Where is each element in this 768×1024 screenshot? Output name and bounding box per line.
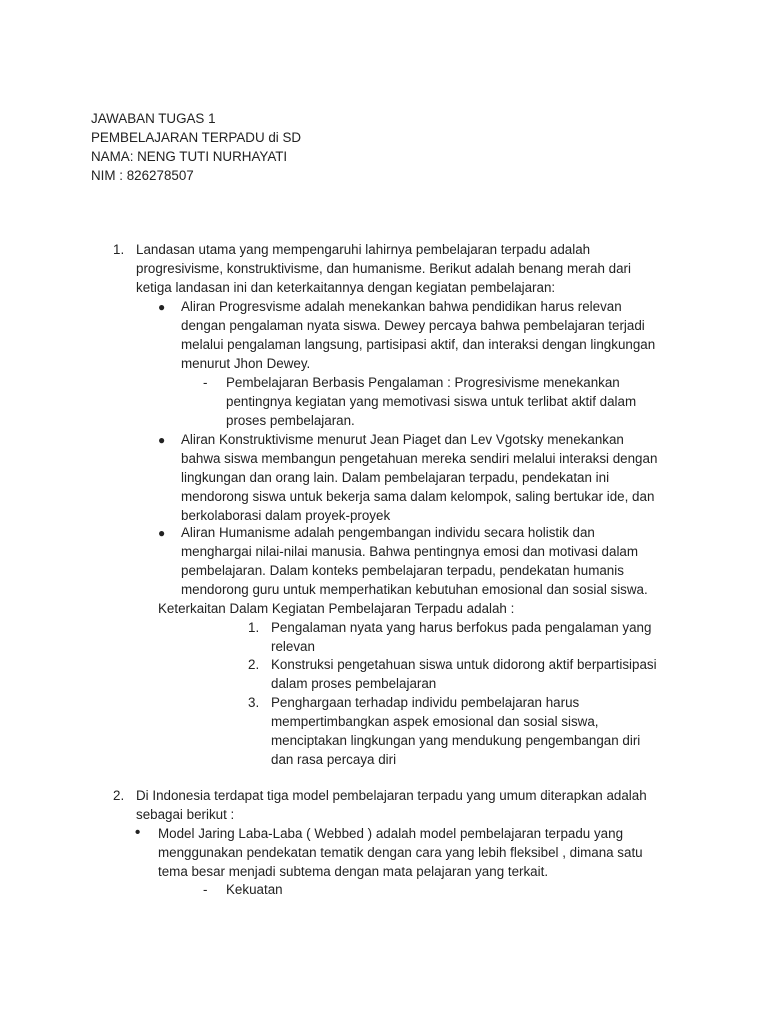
sublist3-text-line: dan rasa percaya diri [271,752,397,767]
bullet-icon: • [135,824,141,841]
sublist1-text-line: Pengalaman nyata yang harus berfokus pada pengalaman yang [271,620,652,635]
kekuatan-label: Kekuatan [226,882,283,897]
item1-text-line: ketiga landasan ini dan keterkaitannya dengan kegiatan pembelajaran: [136,280,556,295]
header-nim: NIM : 826278507 [91,168,194,183]
bullet-icon: ● [158,526,166,540]
sublist3-text-line: menciptakan lingkungan yang mendukung pengembangan diri [271,733,641,748]
sublist3-text-line: mempertimbangkan aspek emosional dan sosial siswa, [271,714,599,729]
bullet2-text-line: berkolaborasi dalam proyek-proyek [181,508,391,523]
dash-icon: - [203,882,208,897]
bullet1-text-line: menurut Jhon Dewey. [181,356,311,371]
sublist2-text-line: Konstruksi pengetahuan siswa untuk didorong aktif berpartisipasi [271,657,657,672]
bullet-icon: ● [158,433,166,447]
bullet2-text-line: mendorong siswa untuk bekerja sama dalam kelompok, saling bertukar ide, dan [181,489,655,504]
item2-text-line: sebagai berikut : [136,807,235,822]
header-title: JAWABAN TUGAS 1 [91,111,216,126]
bullet1-text-line: melalui pengalaman langsung, partisipasi aktif, dan interaksi dengan lingkungan [181,337,656,352]
sublist3-text-line: Penghargaan terhadap individu pembelajaran harus [271,695,580,710]
item1-text-line: Landasan utama yang mempengaruhi lahirnya pembelajaran terpadu adalah [136,242,591,257]
bullet2-text-line: bahwa siswa membangun pengetahuan mereka sendiri melalui interaksi dengan [181,451,658,466]
bullet2-text-line: Aliran Konstruktivisme menurut Jean Piaget dan Lev Vgotsky menekankan [181,432,624,447]
item2-text-line: Di Indonesia terdapat tiga model pembelajaran terpadu yang umum diterapkan adalah [136,788,647,803]
bullet1-text-line: dengan pengalaman nyata siswa. Dewey percaya bahwa pembelajaran terjadi [181,318,645,333]
bullet1-text-line: Aliran Progresvisme adalah menekankan bahwa pendidikan harus relevan [181,299,622,314]
list-number-2: 2. [113,788,125,803]
dash1-text-line: proses pembelajaran. [226,413,355,428]
item2-bullet-text-line: Model Jaring Laba-Laba ( Webbed ) adalah model pembelajaran terpadu yang [158,826,624,841]
dash1-text-line: Pembelajaran Berbasis Pengalaman : Progresivisme menekankan [226,375,620,390]
sublist-number: 1. [248,620,260,635]
bullet3-text-line: mendorong guru untuk memperhatikan kebutuhan emosional dan sosial siswa. [181,582,648,597]
item2-bullet-text-line: menggunakan pendekatan tematik dengan cara yang lebih fleksibel , dimana satu [158,845,643,860]
list-number-1: 1. [113,242,125,257]
bullet-icon: ● [158,300,166,314]
dash-icon: - [203,375,208,390]
keterkaitan-heading: Keterkaitan Dalam Kegiatan Pembelajaran Terpadu adalah : [158,601,515,616]
item1-text-line: progresivisme, konstruktivisme, dan humanisme. Berikut adalah benang merah dari [136,261,631,276]
bullet3-text-line: Aliran Humanisme adalah pengembangan individu secara holistik dan [181,525,595,540]
header-name: NAMA: NENG TUTI NURHAYATI [91,149,288,164]
bullet3-text-line: pembelajaran. Dalam konteks pembelajaran terpadu, pendekatan humanis [181,563,624,578]
sublist-number: 3. [248,695,260,710]
header-course: PEMBELAJARAN TERPADU di SD [91,130,302,145]
bullet3-text-line: menghargai nilai-nilai manusia. Bahwa pentingnya emosi dan motivasi dalam [181,544,639,559]
dash1-text-line: pentingnya kegiatan yang memotivasi siswa untuk terlibat aktif dalam [226,394,637,409]
item2-bullet-text-line: tema besar menjadi subtema dengan mata pelajaran yang terkait. [158,864,549,879]
sublist1-text-line: relevan [271,639,315,654]
sublist2-text-line: dalam proses pembelajaran [271,676,437,691]
bullet2-text-line: lingkungan dan orang lain. Dalam pembelajaran terpadu, pendekatan ini [181,470,610,485]
sublist-number: 2. [248,657,260,672]
